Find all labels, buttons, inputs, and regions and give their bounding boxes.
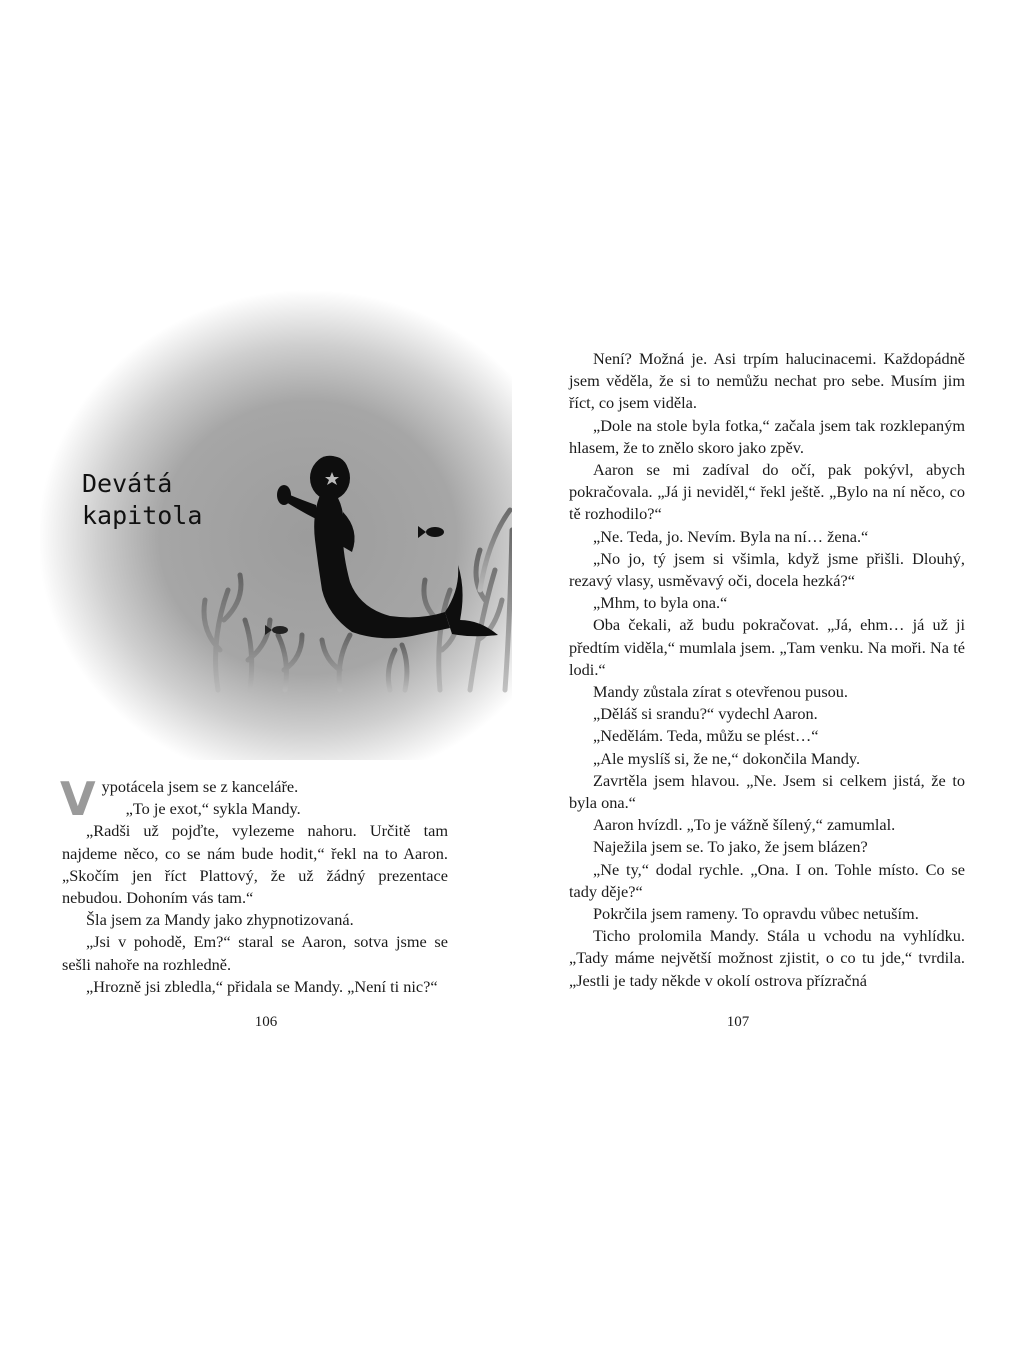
chapter-illustration <box>40 290 512 760</box>
paragraph-2: „Dole na stole byla fotka,“ začala jsem tak rozklepaným hlasem, že to znělo skoro jako zpěv. <box>569 415 965 457</box>
paragraph-9: „Děláš si srandu?“ vydechl Aaron. <box>593 704 818 724</box>
chapter-title-line-2: kapitola <box>82 501 203 530</box>
paragraph-6: „Mhm, to byla ona.“ <box>593 593 728 613</box>
paragraph-10: „Nedělám. Teda, můžu se plést…“ <box>593 726 819 746</box>
chapter-title-line-1: Devátá <box>82 469 173 498</box>
page-number: 106 <box>254 1014 278 1030</box>
paragraph-4: „Ne. Teda, jo. Nevím. Byla na ní… žena.“ <box>593 526 869 546</box>
paragraph-14: Naježila jsem se. To jako, že jsem blázen? <box>593 837 868 857</box>
left-page-text <box>60 772 448 998</box>
paragraph-2: „To je exot,“ sykla Mandy. <box>125 799 301 819</box>
paragraph-6: „Hrozně jsi zbledla,“ přidala se Mandy. „Není ti nic?“ <box>86 976 438 996</box>
drop-cap: V <box>60 772 96 826</box>
paragraph-8: Mandy zůstala zírat s otevřenou pusou. <box>593 682 849 702</box>
paragraph-5: „Jsi v pohodě, Em?“ staral se Aaron, sotva jsme se sešli nahoře na rozhledně. <box>62 932 448 974</box>
paragraph-4: Šla jsem za Mandy jako zhypnotizovaná. <box>86 910 354 930</box>
paragraph-3: „Radši už pojďte, vylezeme nahoru. Určitě tam najdeme něco, co se nám bude hodit,“ řekl na to Aaron. „Skočím jen říct Plattový, že už žádný prezentace nebudou. Dohoním vás tam.“ <box>62 821 448 908</box>
right-page <box>512 290 984 1050</box>
paragraph-13: Aaron hvízdl. „To je vážně šílený,“ zamumlal. <box>593 815 896 835</box>
paragraph-17: Ticho prolomila Mandy. Stála u vchodu na vyhlídku. „Tady máme největší možnost zjistit, o co tu jde,“ tvrdila. „Jestli je tady někde v okolí ostrova přízračná <box>569 926 965 990</box>
paragraph-text: ypotácela jsem se z kanceláře. <box>101 777 299 796</box>
paragraph-15: „Ne ty,“ dodal rychle. „Ona. I on. Tohle místo. Co se tady děje?“ <box>569 859 965 901</box>
page-number: 107 <box>726 1014 750 1030</box>
paragraph-11: „Ale myslíš si, že ne,“ dokončila Mandy. <box>593 748 861 768</box>
paragraph-1: Není? Možná je. Asi trpím halucinacemi. Každopádně jsem věděla, že si to nemůžu nechat pro sebe. Musím jim říct, co jsem viděla. <box>569 349 965 413</box>
paragraph-5: „No jo, tý jsem si všimla, když jsme přišli. Dlouhý, rezavý vlasy, usměvavý oči, docela hezká?“ <box>569 548 965 591</box>
paragraph-16: Pokrčila jsem rameny. To opravdu vůbec netuším. <box>593 904 919 924</box>
paragraph-12: Zavrtěla jsem hlavou. „Ne. Jsem si celkem jistá, že to byla ona.“ <box>569 770 965 813</box>
chapter-title <box>82 468 202 532</box>
right-page-text <box>569 348 965 992</box>
left-page <box>40 290 512 1050</box>
paragraph-7: Oba čekali, až budu pokračovat. „Já, ehm… já už ji předtím viděla,“ mumlala jsem. „Tam venku. Na moři. Na té lodi.“ <box>569 615 965 679</box>
paragraph-3: Aaron se mi zadíval do očí, pak pokývl, abych pokračovala. „Já ji neviděl,“ řekl ještě. „Bylo na ní něco, co tě rozhodilo?“ <box>569 460 965 524</box>
